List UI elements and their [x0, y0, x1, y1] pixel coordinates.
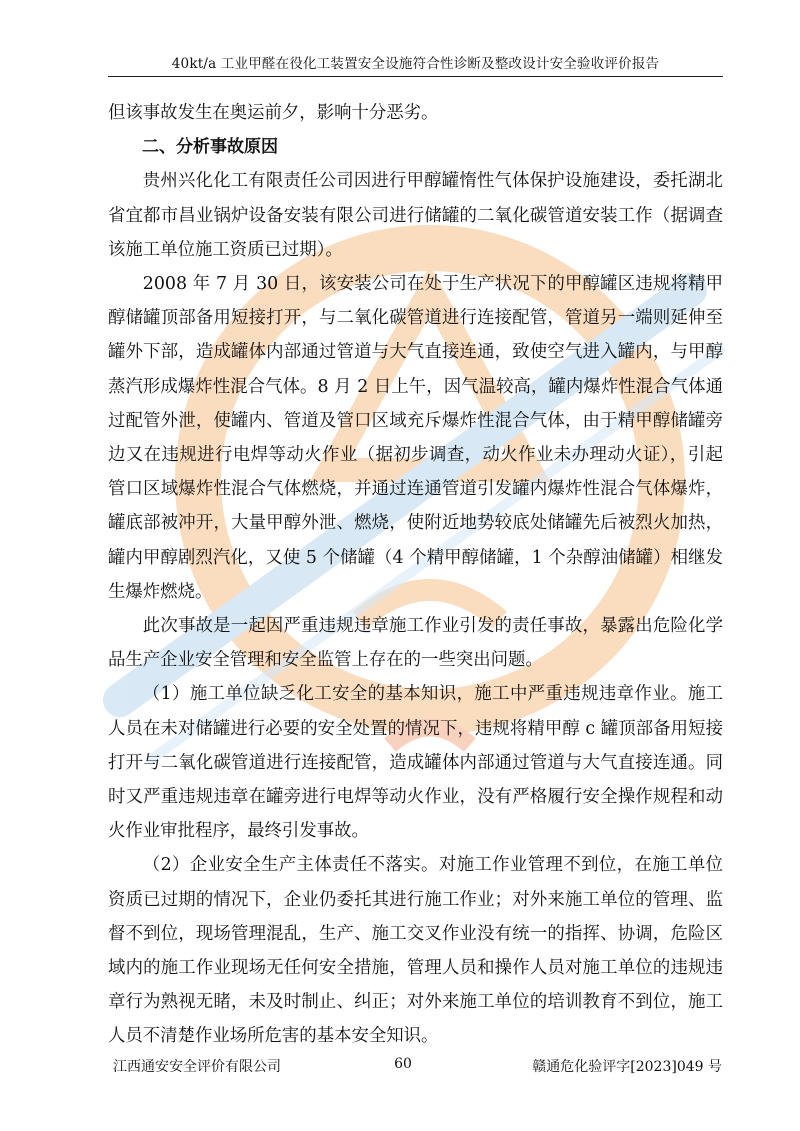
paragraph-incident-sequence: 2008 年 7 月 30 日，该安装公司在处于生产状况下的甲醇罐区违规将精甲醇储罐顶部备用短接打开，与二氧化碳管道进行连接配管，管道另一端则延伸至罐外下部，造成罐体内部通过管道与大气直接连通，致使空气进入罐内，与甲醇蒸汽形成爆炸性混合气体。8 月 2 日上午，因气温较高，罐内爆炸性混合气体通过配管外泄，使罐内、管道及管口区域充斥爆炸性混合气体，由于精甲醇储罐旁边又在违规进行电焊等动火作业（据初步调查，动火作业未办理动火证），引起管口区域爆炸性混合气体燃烧，并通过连通管道引发罐内爆炸性混合气体爆炸，罐底部被冲开，大量甲醇外泄、燃烧，使附近地势较底处储罐先后被烈火加热，罐内甲醇剧烈汽化，又使 5 个储罐（4 个精甲醇储罐，1 个杂醇油储罐）相继发生爆炸燃烧。 — [108, 274, 723, 602]
page-header-title: 40kt/a 工业甲醛在役化工装置安全设施符合性诊断及整改设计安全验收评价报告 — [171, 56, 660, 72]
paragraph-summary: 此次事故是一起因严重违规违章施工作业引发的责任事故，暴露出危险化学品生产企业安全管理和安全监管上存在的一些突出问题。 — [108, 616, 723, 671]
header-divider — [108, 76, 723, 77]
section-heading: 二、分析事故原因 — [142, 137, 278, 158]
footer-company: 江西通安安全评价有限公司 — [113, 1059, 281, 1075]
paragraph-cause-1: （1）施工单位缺乏化工安全的基本知识，施工中严重违规违章作业。施工人员在未对储罐进行必要的安全处置的情况下，违规将精甲醇 c 罐顶部备用短接打开与二氧化碳管道进行连接配管，造成罐体内部通过管道与大气直接连通。同时又严重违规违章在罐旁进行电焊等动火作业，没有严格履行安全操作规程和动火作业审批程序，最终引发事故。 — [108, 684, 723, 842]
paragraph-continuation: 但该事故发生在奥运前夕，影响十分恶劣。 — [108, 103, 439, 123]
footer-doc-number: 赣通危化验评字[2023]049 号 — [532, 1059, 722, 1075]
footer-page-number: 60 — [394, 1056, 412, 1072]
paragraph-cause-2: （2）企业安全生产主体责任不落实。对施工作业管理不到位，在施工单位资质已过期的情况下，企业仍委托其进行施工作业；对外来施工单位的管理、监督不到位，现场管理混乱，生产、施工交叉作业没有统一的指挥、协调，危险区域内的施工作业现场无任何安全措施，管理人员和操作人员对施工单位的违规违章行为熟视无睹，未及时制止、纠正；对外来施工单位的培训教育不到位，施工人员不清楚作业场所危害的基本安全知识。 — [108, 855, 723, 1047]
paragraph-commission: 贵州兴化化工有限责任公司因进行甲醇罐惰性气体保护设施建设，委托湖北省宜都市昌业锅炉设备安装有限公司进行储罐的二氧化碳管道安装工作（据调查该施工单位施工资质已过期）。 — [108, 171, 723, 260]
document-body — [108, 96, 723, 1054]
